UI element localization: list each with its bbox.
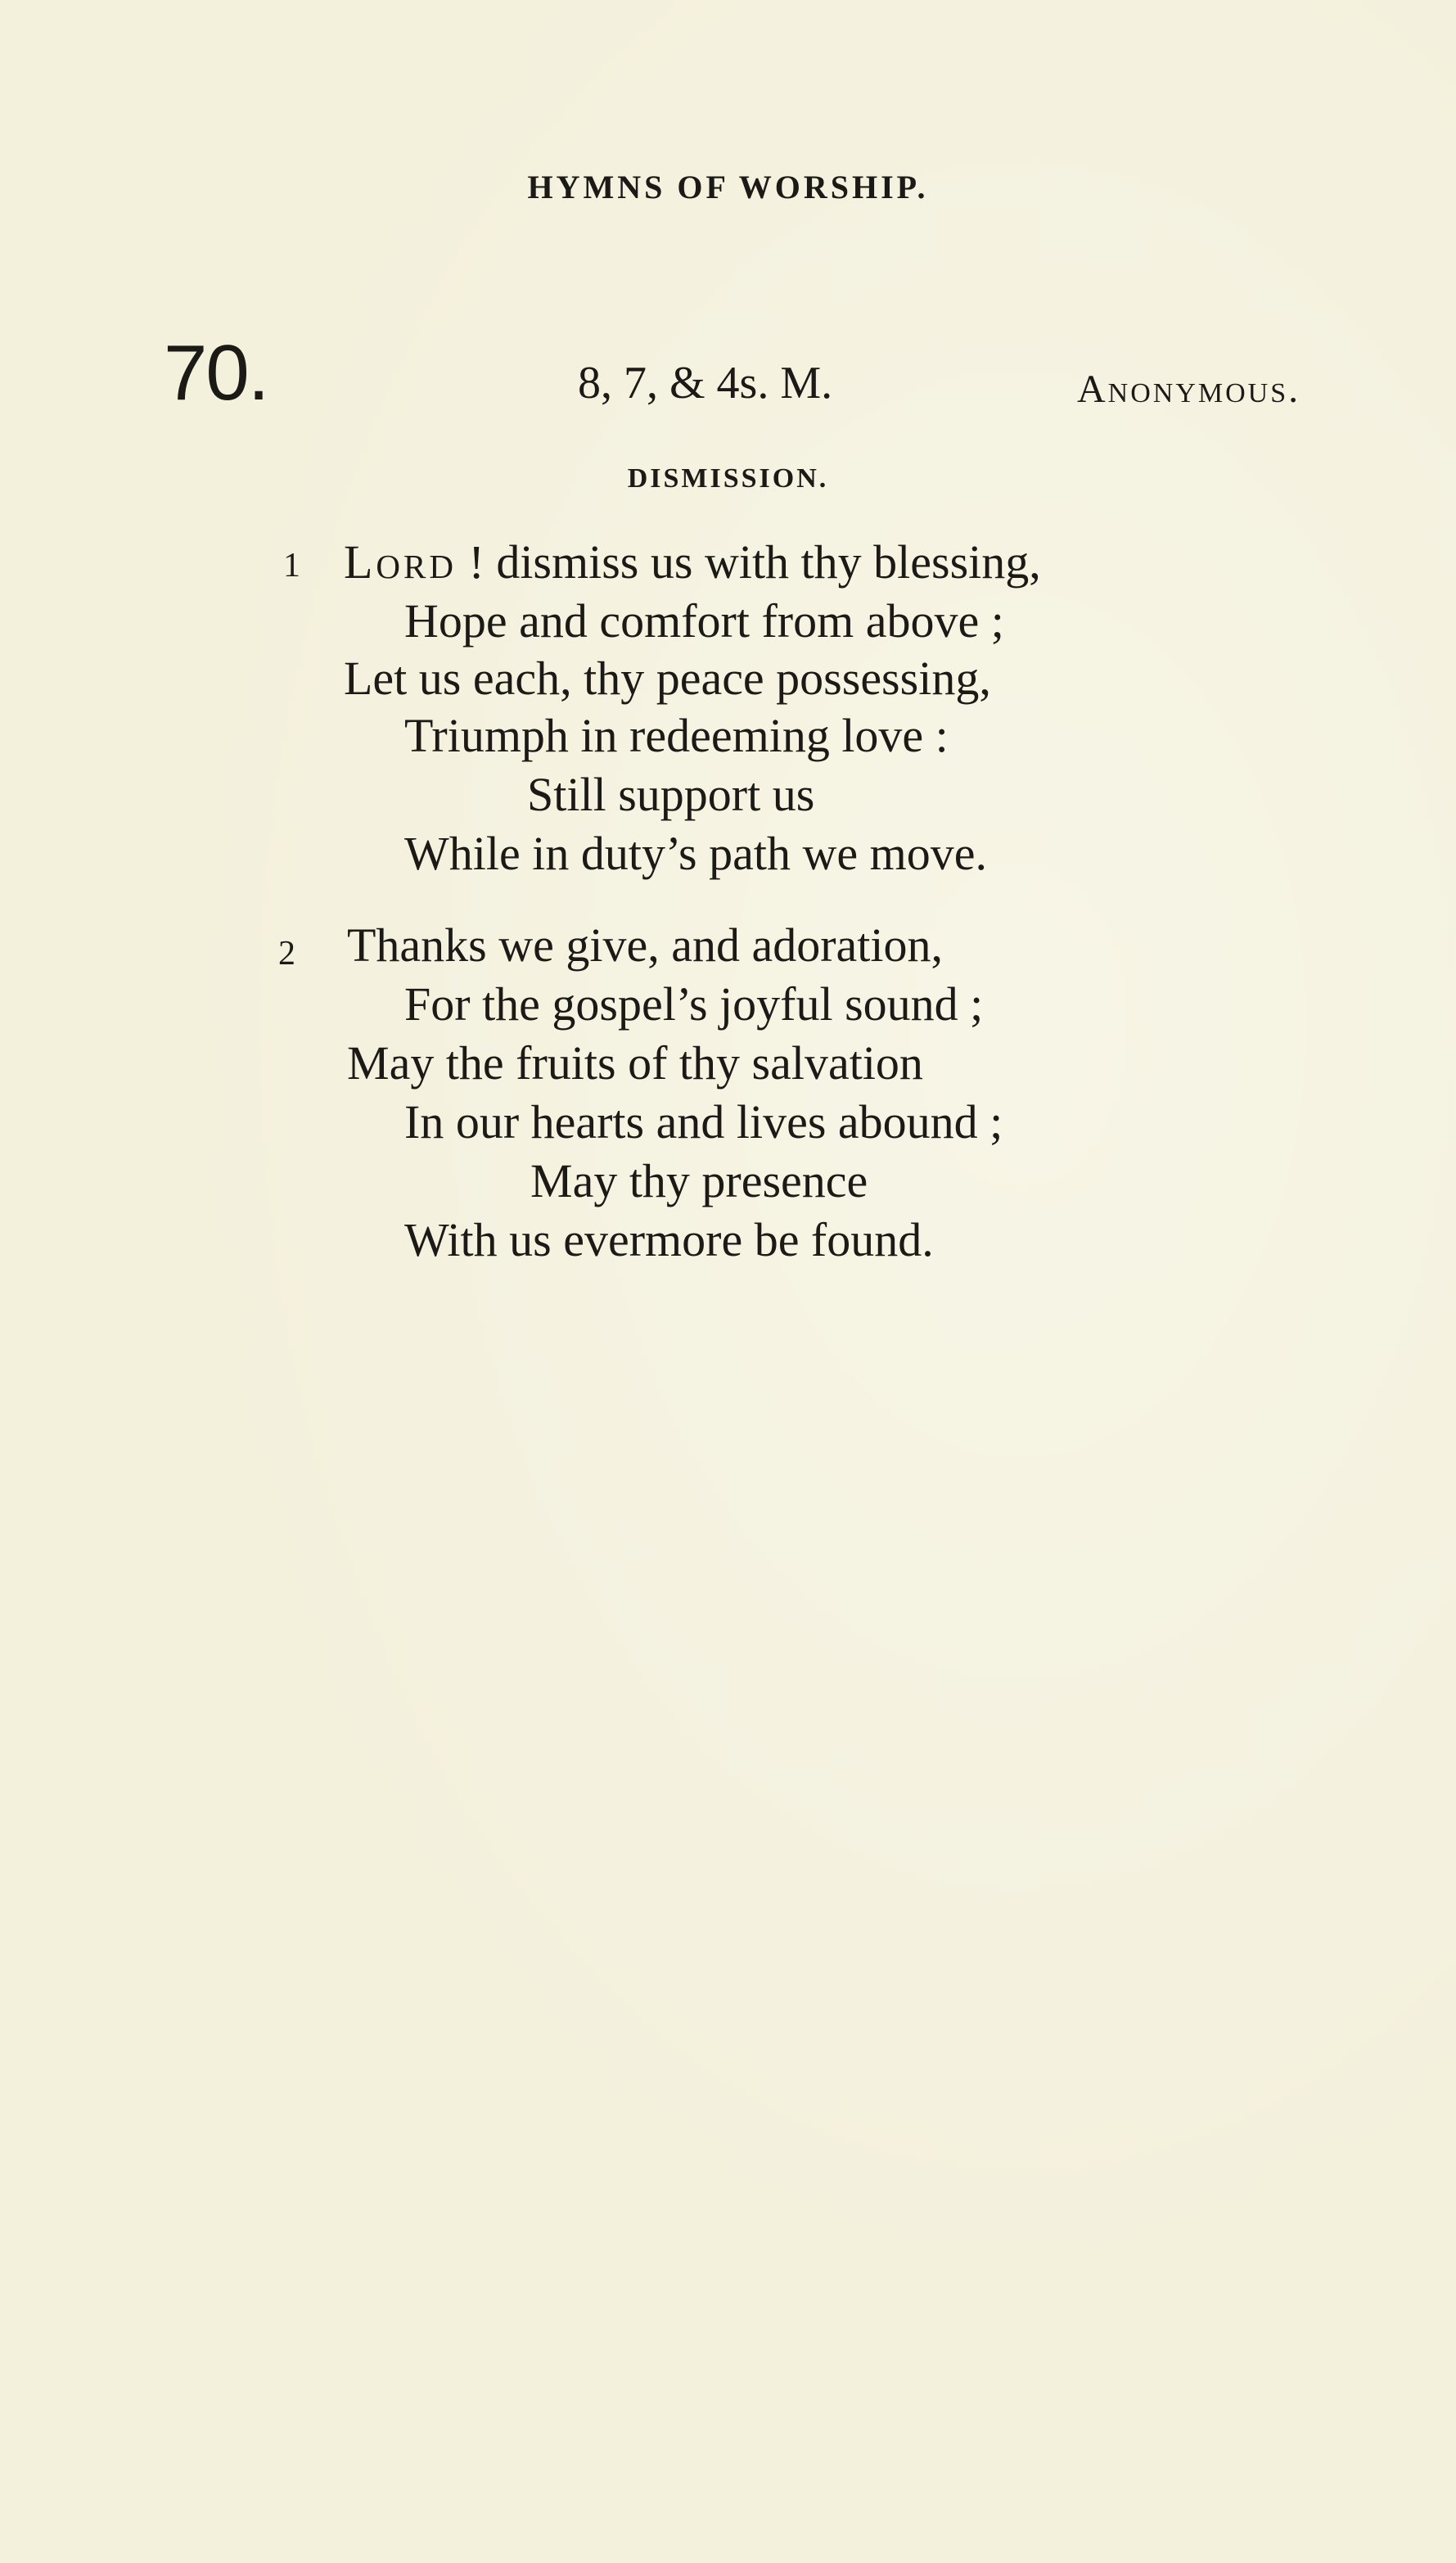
verse-line: While in duty’s path we move. [404, 827, 987, 880]
verse-line: With us evermore be found. [404, 1213, 934, 1266]
verse-line: Let us each, thy peace possessing, [344, 652, 991, 705]
verse-line: Hope and comfort from above ; [404, 594, 1004, 648]
hymn-subject: DISMISSION. [627, 463, 829, 494]
running-head: HYMNS OF WORSHIP. [527, 169, 929, 205]
verse-line: Triumph in redeeming love : [404, 709, 949, 762]
hymn-number: 70. [164, 329, 268, 417]
verse-line [344, 535, 1041, 589]
verse-line: Thanks we give, and adoration, [347, 918, 944, 972]
verse-line: May thy presence [530, 1154, 868, 1207]
verse-number: 1 [283, 547, 300, 584]
hymn-author: Anonymous. [1077, 368, 1301, 411]
verse-line: For the gospel’s joyful sound ; [404, 977, 984, 1031]
verse-line: May the fruits of thy salvation [347, 1036, 923, 1090]
verse-line: Still support us [527, 768, 815, 821]
verse-first-word: Lord [344, 535, 457, 589]
hymn-meter: 8, 7, & 4s. M. [578, 358, 833, 408]
verse-line-text: ! dismiss us with thy blessing, [457, 535, 1041, 589]
verse-line: In our hearts and lives abound ; [404, 1095, 1003, 1148]
verse-number: 2 [278, 935, 295, 972]
